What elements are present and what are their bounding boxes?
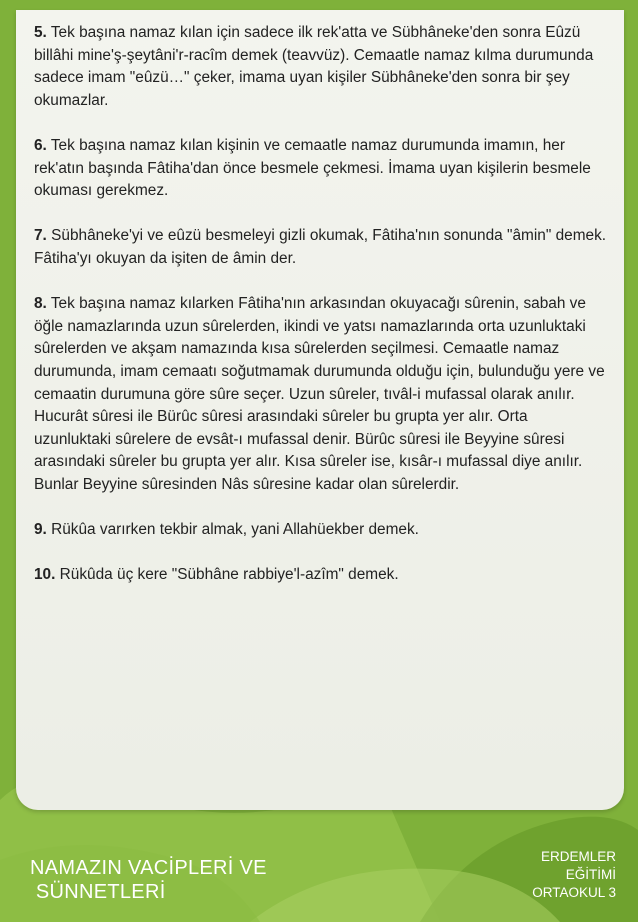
- paragraph-item-9: [34, 519, 608, 542]
- paragraph-item-7: [34, 225, 608, 270]
- document-body: [34, 22, 608, 609]
- paragraph-item-5: [34, 22, 608, 112]
- item-number: 5.: [34, 24, 47, 41]
- paragraph-item-8: [34, 293, 608, 496]
- item-text: Rükûa varırken tekbir almak, yani Allahüekber demek.: [46, 521, 419, 539]
- item-number: 7.: [34, 227, 47, 245]
- course-label-line1: ERDEMLER: [540, 849, 616, 864]
- course-label-line2: EĞİTİMİ: [565, 867, 616, 882]
- lesson-title: [30, 856, 267, 904]
- item-number: 6.: [34, 136, 47, 154]
- course-label-line3: ORTAOKUL 3: [532, 885, 616, 900]
- item-text: Tek başına namaz kılarken Fâtiha'nın arkasından okuyacağı sûrenin, sabah ve öğle namazlarında uzun sûrelerden, ikindi ve yatsı namazlarında orta uzunluktaki sûrelerden ve akşam namazında kısa sûrelerden seçilmesi. Cemaatle namaz durumunda, imam cemaatı soğutmamak durumunda olduğu için, bulunduğu yere ve cemaatin durumuna göre sûre seçer. Uzun sûreler, tıvâl-i mufassal olarak anılır. Hucurât sûresi ile Bürûc sûresi arasındaki sûreler bu grupta yer alır. Orta uzunluktaki sûrelere de evsât-ı mufassal denir. Bürûc sûresi ile Beyyine sûresi arasındaki sûreler bu grupta yer alır. Kısa sûreler ise, kısâr-ı mufassal diye anılır. Bunlar Beyyine sûresinden Nâs sûresine kadar olan sûrelerdir.: [34, 295, 605, 493]
- paragraph-item-10: [34, 564, 608, 587]
- item-number: 9.: [34, 521, 47, 539]
- item-text: Tek başına namaz kılan için sadece ilk rek'atta ve Sübhâneke'den sonra Eûzü billâhi mine'ş-şeytâni'r-racîm demek (teavvüz). Cemaatle namaz kılma durumunda sadece imam "eûzü…" çeker, imama uyan kişiler Sübhâneke'den sonra bir şey okumazlar.: [34, 24, 594, 109]
- paragraph-item-6: [34, 135, 608, 203]
- course-label: [532, 848, 616, 902]
- lesson-title-line2: SÜNNETLERİ: [30, 881, 166, 903]
- item-number: 10.: [34, 566, 56, 584]
- item-text: Rükûda üç kere "Sübhâne rabbiye'l-azîm" demek.: [55, 566, 399, 584]
- item-number: 8.: [34, 295, 47, 313]
- lesson-title-line1: NAMAZIN VACİPLERİ VE: [30, 857, 267, 879]
- item-text: Sübhâneke'yi ve eûzü besmeleyi gizli okumak, Fâtiha'nın sonunda "âmin" demek. Fâtiha'yı okuyan da işiten de âmin der.: [34, 227, 607, 267]
- item-text: Tek başına namaz kılan kişinin ve cemaatle namaz durumunda imamın, her rek'atın başında Fâtiha'dan önce besmele çekmesi. İmama uyan kişilerin besmele okuması gerekmez.: [34, 136, 591, 200]
